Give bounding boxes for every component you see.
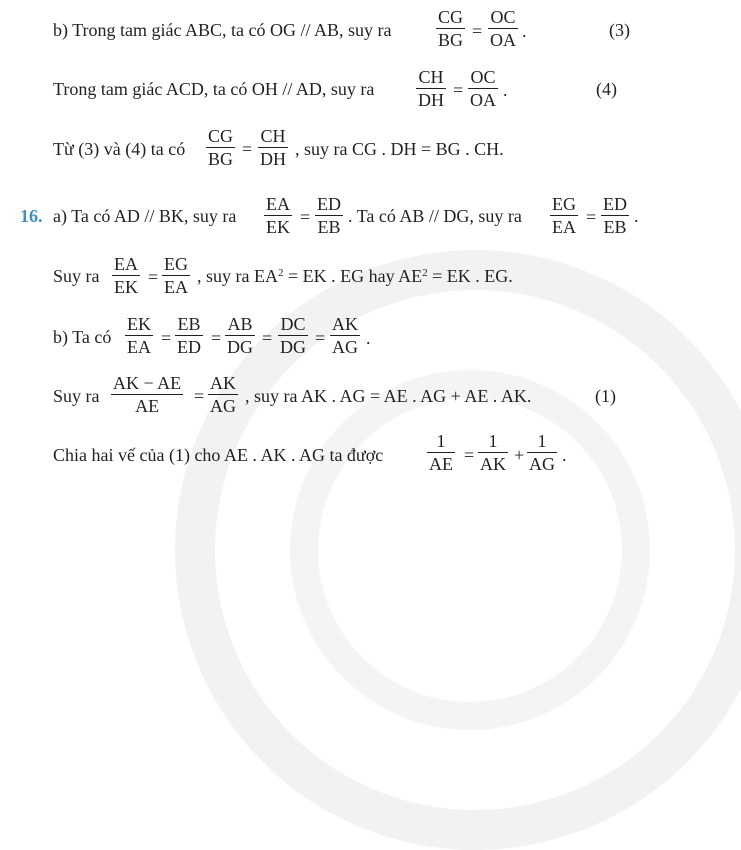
fraction-eb-ed: $\frac{EB}{ED}$ [177, 314, 201, 357]
fraction-cg-bg: $\frac{CG}{BG}$ [438, 7, 464, 50]
equals-sign: = [148, 267, 159, 287]
conclusion: , suy ra $EA^2$ = EK . EG hay $AE^2$ = EK . EG. [197, 266, 513, 286]
text: Suy ra [53, 266, 100, 286]
fraction-ed-eb: $\frac{ED}{EB}$ [317, 194, 341, 237]
equals-sign: = [586, 207, 597, 227]
proof-line-7: Suy ra $\frac{AK - AE}{AE}$ = $\frac{AK}{AG}$ , suy ra AK . AG = AE . AG + AE . AK. (1) [53, 373, 616, 416]
equals-sign: = [194, 386, 205, 406]
fraction-1-over-ak: $\frac{1}{AK}$ [480, 431, 506, 474]
equation-tag: (4) [596, 79, 617, 99]
equals-sign: = [315, 328, 326, 348]
text: b) Trong tam giác ABC, ta có OG // AB, suy ra [53, 20, 392, 40]
equation-tag: (1) [595, 386, 616, 406]
fraction-ea-ek: $\frac{EA}{EK}$ [266, 194, 290, 237]
fraction-eg-ea: $\frac{EG}{EA}$ [164, 254, 188, 297]
fraction-ek-ea: $\frac{EK}{EA}$ [127, 314, 151, 357]
fraction-ab-dg: $\frac{AB}{DG}$ [227, 314, 253, 357]
text: b) Ta có [53, 327, 112, 347]
fraction-ed-eb: $\frac{ED}{EB}$ [603, 194, 627, 237]
equals-sign: = [242, 139, 253, 159]
exercise-number: 16. [20, 206, 43, 226]
proof-line-4: 16. a) Ta có AD // BK, suy ra $\frac{EA}{EK}$ = $\frac{ED}{EB}$ . Ta có AB // DG, suy ra $\frac{EG}{EA}$ = $\frac{ED}{EB}$ . [20, 194, 639, 237]
fraction-oc-oa: $\frac{OC}{OA}$ [490, 7, 516, 50]
equals-sign: = [211, 328, 222, 348]
text: Trong tam giác ACD, ta có OH // AD, suy ra [53, 79, 375, 99]
fraction-ak-ag: $\frac{AK}{AG}$ [332, 314, 358, 357]
fraction-ea-ek: $\frac{EA}{EK}$ [114, 254, 138, 297]
fraction-ch-dh: $\frac{CH}{DH}$ [418, 67, 444, 110]
equals-sign: = [262, 328, 273, 348]
proof-line-8: Chia hai vế của (1) cho AE . AK . AG ta được $\frac{1}{AE}$ = $\frac{1}{AK}$ + $\frac{1}{AG}$ . [53, 431, 567, 474]
equals-sign: = [161, 328, 172, 348]
equals-sign: = [472, 21, 483, 41]
fraction-dc-dg: $\frac{DC}{DG}$ [280, 314, 306, 357]
fraction-1-over-ae: $\frac{1}{AE}$ [429, 431, 453, 474]
fraction-ak-ag: $\frac{AK}{AG}$ [210, 373, 236, 416]
proof-line-1: b) Trong tam giác ABC, ta có OG // AB, suy ra $\frac{CG}{BG}$ = $\frac{OC}{OA}$ . (3) [53, 7, 630, 50]
text: a) Ta có AD // BK, suy ra [53, 206, 237, 226]
plus-sign: + [514, 445, 525, 465]
fraction-oc-oa: $\frac{OC}{OA}$ [470, 67, 496, 110]
equals-sign: = [464, 445, 475, 465]
fraction-1-over-ag: $\frac{1}{AG}$ [529, 431, 555, 474]
text: Chia hai vế của (1) cho AE . AK . AG ta được [53, 445, 384, 465]
equals-sign: = [300, 207, 311, 227]
text: Từ (3) và (4) ta có [53, 139, 186, 159]
fraction-eg-ea: $\frac{EG}{EA}$ [552, 194, 576, 237]
fraction-ak-minus-ae-over-ae: $\frac{AK - AE}{AE}$ [113, 373, 182, 416]
fraction-ch-dh: $\frac{CH}{DH}$ [260, 126, 286, 169]
equals-sign: = [453, 80, 464, 100]
proof-line-2: Trong tam giác ACD, ta có OH // AD, suy ra $\frac{CH}{DH}$ = $\frac{OC}{OA}$ . (4) [53, 67, 617, 110]
equation-tag: (3) [609, 20, 630, 40]
proof-line-6: b) Ta có $\frac{EK}{EA}$ = $\frac{EB}{ED}$ = $\frac{AB}{DG}$ = $\frac{DC}{DG}$ = $\frac{AK}{AG}$ . [53, 314, 371, 357]
proof-line-3: Từ (3) và (4) ta có $\frac{CG}{BG}$ = $\frac{CH}{DH}$ , suy ra CG . DH = BG . CH. [53, 126, 504, 169]
text: Suy ra [53, 386, 100, 406]
fraction-cg-bg: $\frac{CG}{BG}$ [208, 126, 234, 169]
